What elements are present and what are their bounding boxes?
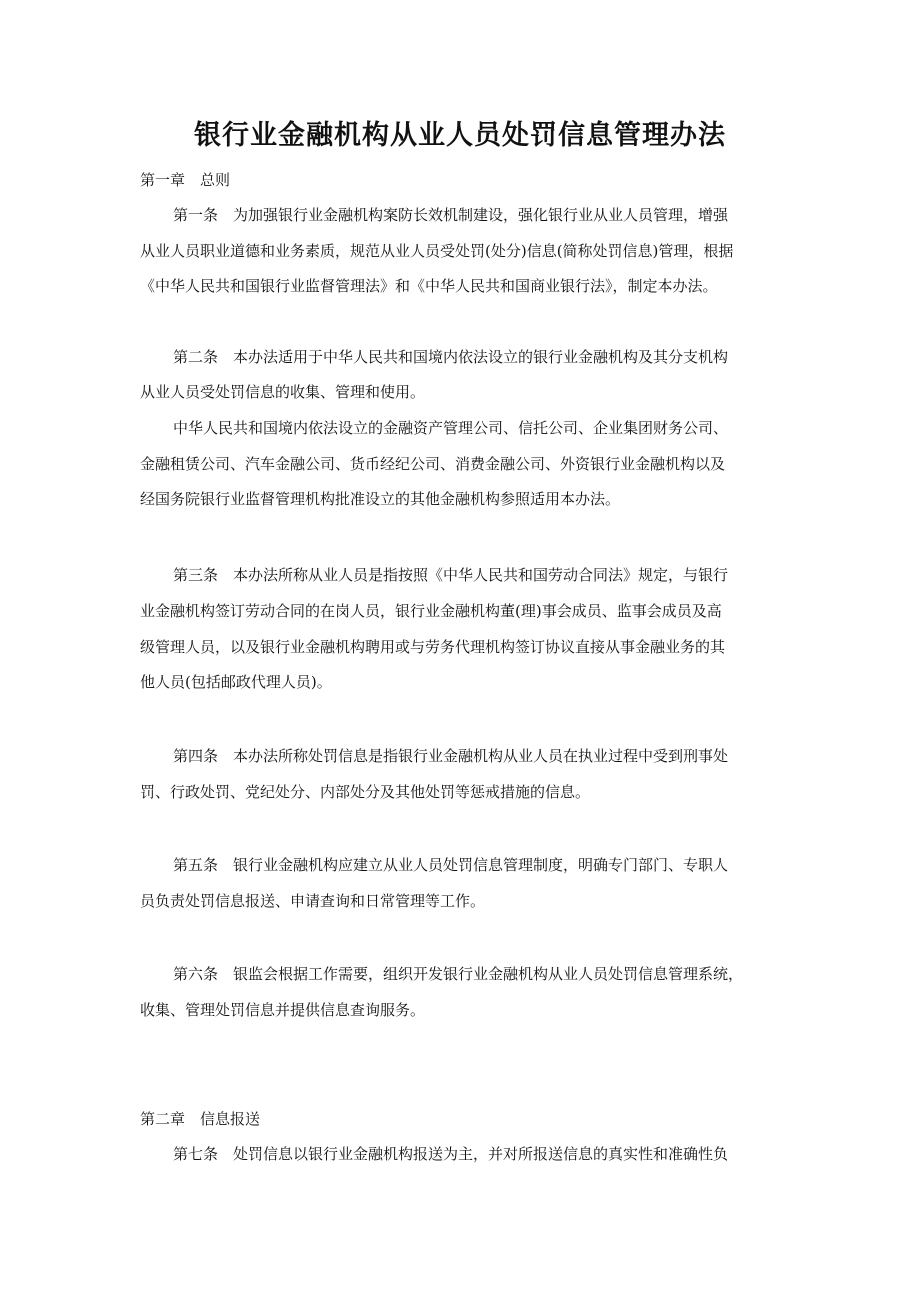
chapter-heading-2: 第二章 信息报送 xyxy=(140,1110,261,1128)
document-title: 银行业金融机构从业人员处罚信息管理办法 xyxy=(194,120,726,151)
article-6-line-2: 收集、管理处罚信息并提供信息查询服务。 xyxy=(140,1001,426,1019)
article-1-line-3: 《中华人民共和国银行业监督管理法》和《中华人民共和国商业银行法》，制定本办法。 xyxy=(140,277,718,295)
article-6-line-1: 第六条 银监会根据工作需要，组织开发银行业金融机构从业人员处罚信息管理系统， xyxy=(173,965,744,983)
article-5-line-2: 员负责处罚信息报送、申请查询和日常管理等工作。 xyxy=(140,892,486,910)
article-5-line-1: 第五条 银行业金融机构应建立从业人员处罚信息管理制度，明确专门部门、专职人 xyxy=(173,856,729,874)
article-1-line-2: 从业人员职业道德和业务素质，规范从业人员受处罚(处分)信息(简称处罚信息)管理，根据 xyxy=(140,242,734,260)
article-2-line-1: 第二条 本办法适用于中华人民共和国境内依法设立的银行业金融机构及其分支机构 xyxy=(173,348,729,366)
chapter-heading-1: 第一章 总则 xyxy=(140,171,231,189)
article-4-line-1: 第四条 本办法所称处罚信息是指银行业金融机构从业人员在执业过程中受到刑事处 xyxy=(173,747,729,765)
article-3-line-1: 第三条 本办法所称从业人员是指按照《中华人民共和国劳动合同法》规定，与银行 xyxy=(173,566,729,584)
article-2-para-2-line-1: 中华人民共和国境内依法设立的金融资产管理公司、信托公司、企业集团财务公司、 xyxy=(173,419,729,437)
article-2-line-2: 从业人员受处罚信息的收集、管理和使用。 xyxy=(140,383,426,401)
article-2-para-2-line-3: 经国务院银行业监督管理机构批准设立的其他金融机构参照适用本办法。 xyxy=(140,490,621,508)
article-7-line-1: 第七条 处罚信息以银行业金融机构报送为主，并对所报送信息的真实性和准确性负 xyxy=(173,1145,729,1163)
article-1-line-1: 第一条 为加强银行业金融机构案防长效机制建设，强化银行业从业人员管理，增强 xyxy=(173,206,729,224)
article-3-line-2: 业金融机构签订劳动合同的在岗人员，银行业金融机构董(理)事会成员、监事会成员及高 xyxy=(140,602,722,620)
article-3-line-4: 他人员(包括邮政代理人员)。 xyxy=(140,673,332,691)
article-4-line-2: 罚、行政处罚、党纪处分、内部处分及其他处罚等惩戒措施的信息。 xyxy=(140,783,591,801)
article-3-line-3: 级管理人员，以及银行业金融机构聘用或与劳务代理机构签订协议直接从事金融业务的其 xyxy=(140,638,726,656)
article-2-para-2-line-2: 金融租赁公司、汽车金融公司、货币经纪公司、消费金融公司、外资银行业金融机构以及 xyxy=(140,455,726,473)
